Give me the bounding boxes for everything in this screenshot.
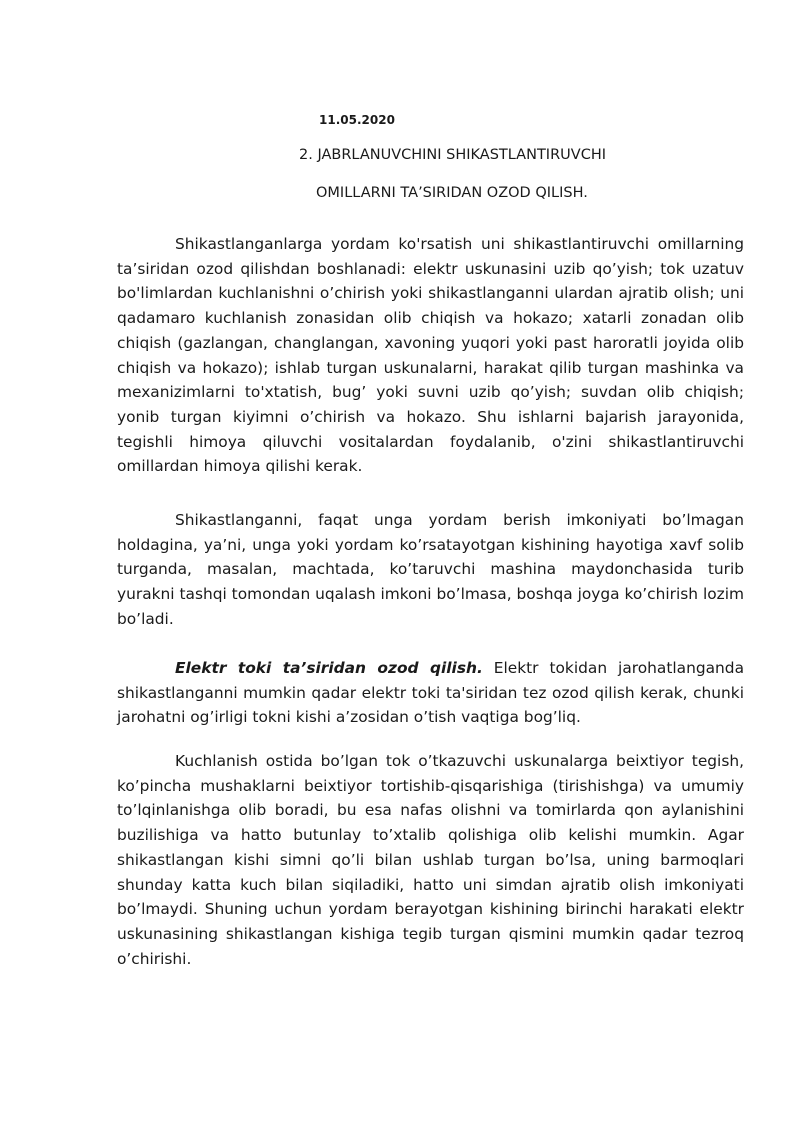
paragraph-relocation: Shikastlanganni, faqat unga yordam berish imkoniyati bo’lmagan holdagina, ya’ni, unga yoki yordam ko’rsatayotgan kishining hayotiga xavf solib turganda, masalan, machtada, ko’taruvchi mashina maydonchasida turib yurakni tashqi tomondan uqalash imkoni bo’lmasa, boshqa joyga ko’chirish lozim bo’ladi.	[117, 511, 744, 628]
section-title-line-1: 2. JABRLANUVCHINI SHIKASTLANTIRUVCHI	[299, 147, 606, 163]
paragraph-voltage-contact: Kuchlanish ostida bo’lgan tok o’tkazuvchi uskunalarga beixtiyor tegish, ko’pincha mushaklarni beixtiyor tortishib-qisqarishiga (tirishishga) va umumiy to’lqinlanishga olib boradi, bu esa nafas olishni va tomirlarda qon aylanishini buzilishiga va hatto butunlay to’xtalib qolishiga olib kelishi mumkin. Agar shikastlangan kishi simni qo’li bilan ushlab turgan bo’lsa, uning barmoqlari shunday katta kuch bilan siqiladiki, hatto uni simdan ajratib olish imkoniyati bo’lmaydi. Shuning uchun yordam berayotgan kishining birinchi harakati elektr uskunasining shikastlangan kishiga tegib turgan qismini mumkin qadar tezroq o’chirishi.	[117, 752, 744, 968]
paragraph-lead-heading: Elektr toki ta’siridan ozod qilish.	[175, 659, 483, 677]
paragraph-body: Elektr tokidan jarohatlanganda shikastlanganni mumkin qadar elektr toki ta'siridan tez ozod qilish kerak, chunki jarohatni og’irligi tokni kishi a’zosidan o’tish vaqtiga bog’liq.	[117, 659, 745, 727]
paragraph-release-from-factors: Shikastlanganlarga yordam ko'rsatish uni shikastlantiruvchi omillarning ta’siridan ozod qilishdan boshlanadi: elektr uskunasini uzib qo’yish; tok uzatuv bo'limlardan kuchlanishni o’chirish yoki shikastlanganni ulardan ajratib olish; uni qadamaro kuchlanish zonasidan olib chiqish va hokazo; xatarli zonadan olib chiqish (gazlangan, changlangan, xavoning yuqori yoki past haroratli joyida olib chiqish va hokazo); ishlab turgan uskunalarni, harakat qilib turgan mashinka va mexanizimlarni to'xtatish, bug’ yoki suvni uzib qo’yish; suvdan olib chiqish; yonib turgan kiyimni o’chirish va hokazo. Shu ishlarni bajarish jarayonida, tegishli himoya qiluvchi vositalardan foydalanib, o'zini shikastlantiruvchi omillardan himoya qilishi kerak.	[117, 235, 744, 476]
paragraph-electric-current	[117, 656, 744, 730]
document-date: 11.05.2020	[319, 113, 395, 127]
section-title-line-2: OMILLARNI TA’SIRIDAN OZOD QILISH.	[316, 185, 588, 201]
